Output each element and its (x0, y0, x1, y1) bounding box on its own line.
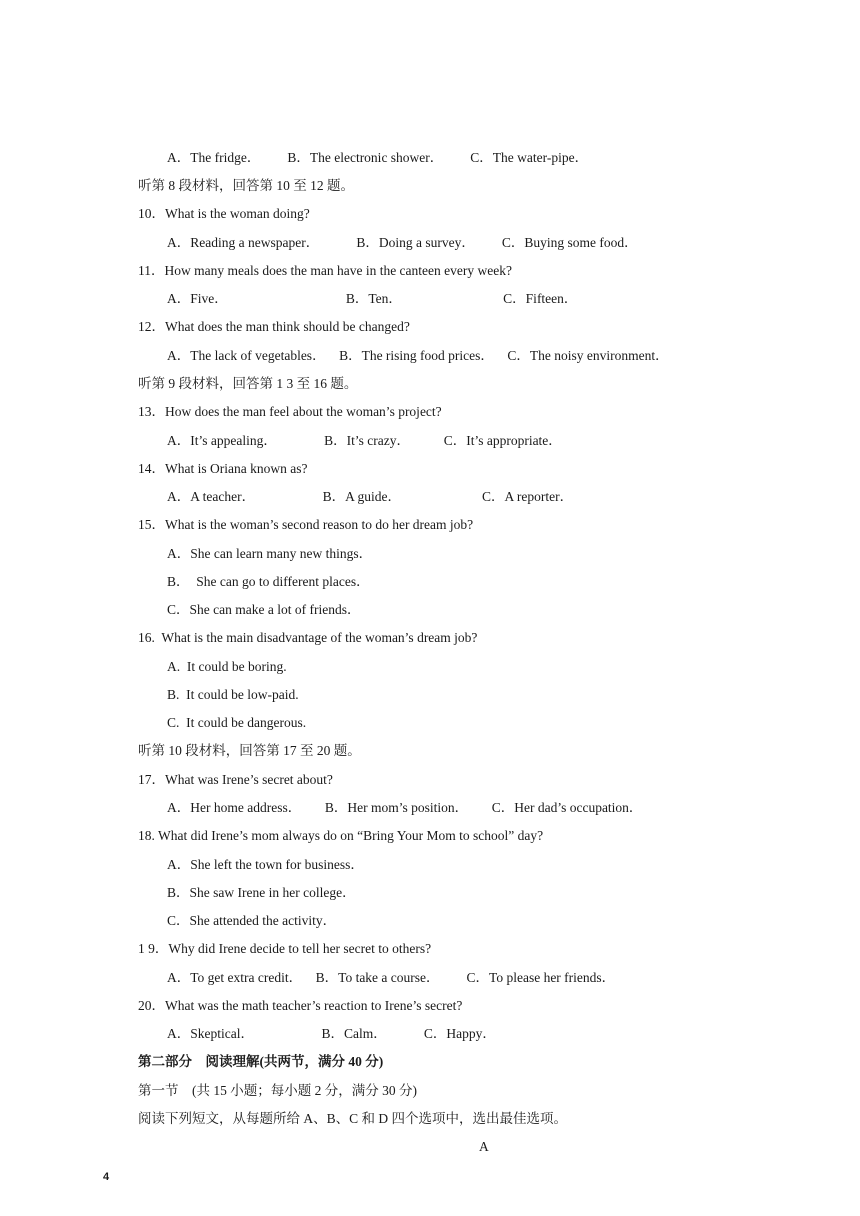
q19-options: A．To get extra credit． B．To take a course． C．To please her friends． (167, 970, 616, 985)
q16-option-a: A. It could be boring. (167, 659, 287, 674)
question-16: 16. What is the main disadvantage of the woman’s dream job? (138, 630, 478, 645)
question-18: 18. What did Irene’s mom always do on “Bring Your Mom to school” day? (138, 828, 544, 843)
q14-options: A．A teacher． B．A guide． C．A reporter． (167, 489, 574, 504)
q20-options: A．Skeptical． B．Calm． C．Happy． (167, 1026, 496, 1041)
section-instruction-8: 听第 8 段材料，回答第 10 至 12 题。 (138, 178, 354, 193)
passage-letter: A (479, 1139, 489, 1154)
q16-option-b: B. It could be low-paid. (167, 687, 299, 702)
question-20: 20．What was the math teacher’s reaction to Irene’s secret? (138, 998, 463, 1013)
page-number: 4 (103, 1171, 110, 1183)
q15-option-c: C．She can make a lot of friends． (167, 602, 361, 617)
q13-options: A．It’s appealing． B．It’s crazy． C．It’s appropriate． (167, 433, 562, 448)
question-19: 1 9．Why did Irene decide to tell her secret to others? (138, 941, 432, 956)
question-12: 12．What does the man think should be changed? (138, 319, 410, 334)
part-two-heading: 第二部分 阅读理解(共两节，满分 40 分) (138, 1054, 384, 1069)
section-instruction-9: 听第 9 段材料，回答第 1 3 至 16 题。 (138, 376, 358, 391)
question-11: 11．How many meals does the man have in the canteen every week? (138, 263, 512, 278)
q18-option-b: B．She saw Irene in her college． (167, 885, 356, 900)
q9-options: A．The fridge． B．The electronic shower． C．The water-pipe． (167, 150, 589, 165)
question-13: 13．How does the man feel about the woman’s project? (138, 404, 442, 419)
q15-option-a: A．She can learn many new things． (167, 546, 373, 561)
q12-options: A．The lack of vegetables． B．The rising food prices． C．The noisy environment． (167, 348, 669, 363)
question-10: 10．What is the woman doing? (138, 206, 310, 221)
section-one-heading: 第一节 (共 15 小题；每小题 2 分，满分 30 分) (138, 1083, 417, 1098)
q11-options: A．Five． B．Ten． C．Fifteen． (167, 291, 578, 306)
q18-option-c: C．She attended the activity． (167, 913, 337, 928)
section-instruction-10: 听第 10 段材料，回答第 17 至 20 题。 (138, 743, 361, 758)
question-14: 14．What is Oriana known as? (138, 461, 308, 476)
q16-option-c: C. It could be dangerous. (167, 715, 307, 730)
q15-option-b: B． She can go to different places． (167, 574, 370, 589)
question-15: 15．What is the woman’s second reason to do her dream job? (138, 517, 474, 532)
q18-option-a: A．She left the town for business． (167, 857, 364, 872)
q10-options: A．Reading a newspaper． B．Doing a survey． C．Buying some food． (167, 235, 638, 250)
q17-options: A．Her home address． B．Her mom’s position． C．Her dad’s occupation． (167, 800, 643, 815)
question-17: 17．What was Irene’s secret about? (138, 772, 333, 787)
reading-instruction: 阅读下列短文，从每题所给 A、B、C 和 D 四个选项中，选出最佳选项。 (138, 1111, 568, 1126)
